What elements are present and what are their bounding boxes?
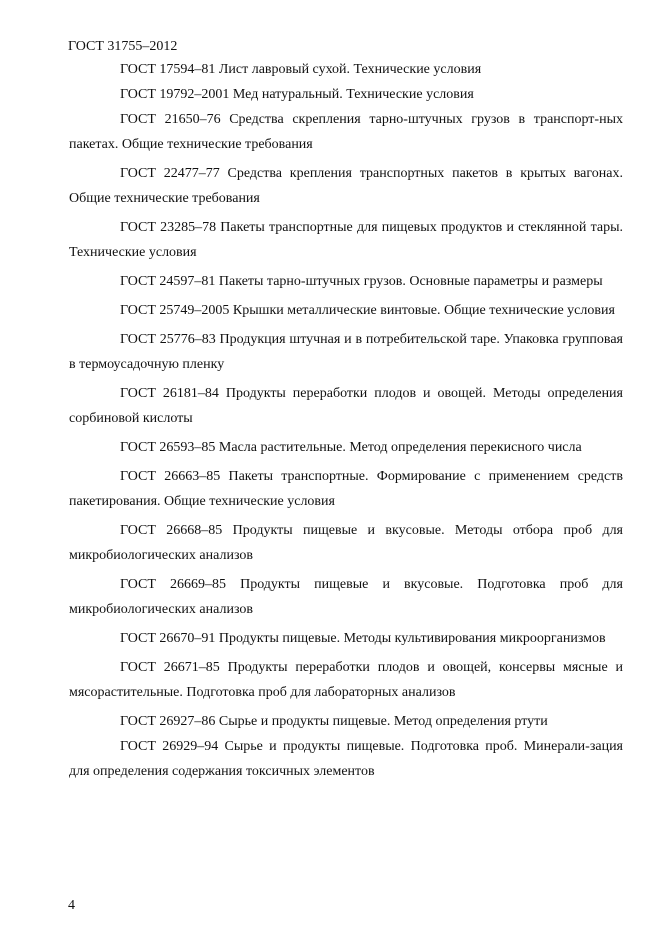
reference-item: ГОСТ 26670–91 Продукты пищевые. Методы культивирования микроорганизмов [120, 631, 606, 646]
reference-item: ГОСТ 26668–85 Продукты пищевые и вкусовые. Методы отбора проб для микробиологических анализов [69, 523, 623, 563]
reference-item: ГОСТ 21650–76 Средства скрепления тарно-штучных грузов в транспорт-ных пакетах. Общие технические требования [69, 112, 623, 152]
reference-item: ГОСТ 26593–85 Масла растительные. Метод определения перекисного числа [120, 440, 582, 455]
reference-item: ГОСТ 26671–85 Продукты переработки плодов и овощей, консервы мясные и мясорастительные. Подготовка проб для лабораторных анализов [69, 660, 623, 700]
normative-references-list [69, 57, 623, 788]
reference-item: ГОСТ 22477–77 Средства крепления транспортных пакетов в крытых вагонах. Общие технические требования [69, 166, 623, 206]
reference-item: ГОСТ 19792–2001 Мед натуральный. Технические условия [120, 87, 474, 102]
reference-item: ГОСТ 25776–83 Продукция штучная и в потребительской таре. Упаковка групповая в термоусадочную пленку [69, 332, 623, 372]
reference-item: ГОСТ 26181–84 Продукты переработки плодов и овощей. Методы определения сорбиновой кислоты [69, 386, 623, 426]
reference-item: ГОСТ 26929–94 Сырье и продукты пищевые. Подготовка проб. Минерали-зация для определения содержания токсичных элементов [69, 739, 623, 779]
reference-item: ГОСТ 25749–2005 Крышки металлические винтовые. Общие технические условия [120, 303, 615, 318]
reference-item: ГОСТ 24597–81 Пакеты тарно-штучных грузов. Основные параметры и размеры [120, 274, 603, 289]
reference-item: ГОСТ 26669–85 Продукты пищевые и вкусовые. Подготовка проб для микробиологических анализов [69, 577, 623, 617]
reference-item: ГОСТ 23285–78 Пакеты транспортные для пищевых продуктов и стеклянной тары. Технические условия [69, 220, 623, 260]
page-number: 4 [68, 898, 75, 913]
reference-item: ГОСТ 17594–81 Лист лавровый сухой. Технические условия [120, 62, 482, 77]
document-header: ГОСТ 31755–2012 [68, 39, 178, 54]
reference-item: ГОСТ 26927–86 Сырье и продукты пищевые. Метод определения ртути [120, 714, 548, 729]
reference-item: ГОСТ 26663–85 Пакеты транспортные. Формирование с применением средств пакетирования. Общие технические условия [69, 469, 623, 509]
